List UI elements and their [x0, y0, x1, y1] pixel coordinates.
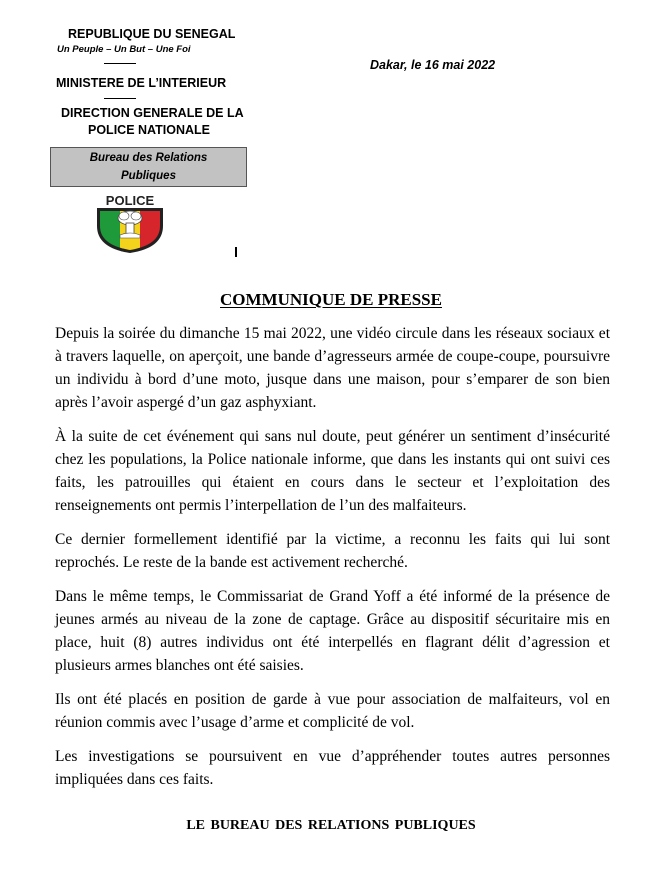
paragraph-2: À la suite de cet événement qui sans nul doute, peut générer un sentiment d’insécurité chez les populations, la Police nationale informe, que dans les instants qui ont suivi ces faits, les patrouilles qui étaient en cours dans le secteur et l’exploitation des renseignements ont permis l’interpellation de l’un des malfaiteurs.: [55, 428, 610, 514]
bureau-line-2: Publiques: [121, 170, 176, 182]
country-name: REPUBLIQUE DU SENEGAL: [68, 27, 236, 41]
paragraph-5: Ils ont été placés en position de garde à vue pour association de malfaiteurs, vol en réunion commis avec l’usage d’arme et complicité de vol.: [55, 691, 610, 731]
paragraph-6: Les investigations se poursuivent en vue d’appréhender toutes autres personnes impliquées dans ces faits.: [55, 748, 610, 788]
paragraph-3: Ce dernier formellement identifié par la victime, a reconnu les faits qui lui sont reprochés. Le reste de la bande est activement recherché.: [55, 531, 610, 571]
ministry-name: MINISTERE DE L’INTERIEUR: [56, 76, 227, 90]
document-date: Dakar, le 16 mai 2022: [370, 58, 496, 72]
communique-body: [55, 322, 610, 802]
stray-mark: [235, 247, 237, 257]
bureau-box: [50, 147, 247, 187]
paragraph-1: Depuis la soirée du dimanche 15 mai 2022, une vidéo circule dans les réseaux sociaux et à travers laquelle, on aperçoit, une bande d’agresseurs armée de coupe-coupe, poursuivre un individu à bord d’une moto, jusque dans une maison, pour s’emparer de son bien après l’avoir aspergé d’un gaz asphyxiant.: [55, 325, 610, 411]
bureau-line-1: Bureau des Relations: [89, 152, 208, 164]
document-title-text: COMMUNIQUE DE PRESSE: [220, 290, 442, 309]
paragraph-4: Dans le même temps, le Commissariat de Grand Yoff a été informé de la présence de jeunes armés au niveau de la zone de captage. Grâce au dispositif sécuritaire mis en place, huit (8) autres individus ont été interpellés en flagrant délit d’agression et plusieurs armes blanches ont été saisies.: [55, 588, 610, 674]
police-logo-text: POLICE: [105, 193, 155, 208]
national-motto: Un Peuple – Un But – Une Foi: [57, 44, 191, 55]
direction-line-2: POLICE NATIONALE: [88, 123, 210, 137]
header-divider-2: [104, 98, 136, 99]
signature: LE BUREAU DES RELATIONS PUBLIQUES: [186, 818, 476, 833]
direction-line-1: DIRECTION GENERALE DE LA: [61, 106, 244, 120]
header-divider-1: [104, 63, 136, 64]
document-title: [0, 290, 662, 310]
police-logo: [93, 192, 167, 254]
